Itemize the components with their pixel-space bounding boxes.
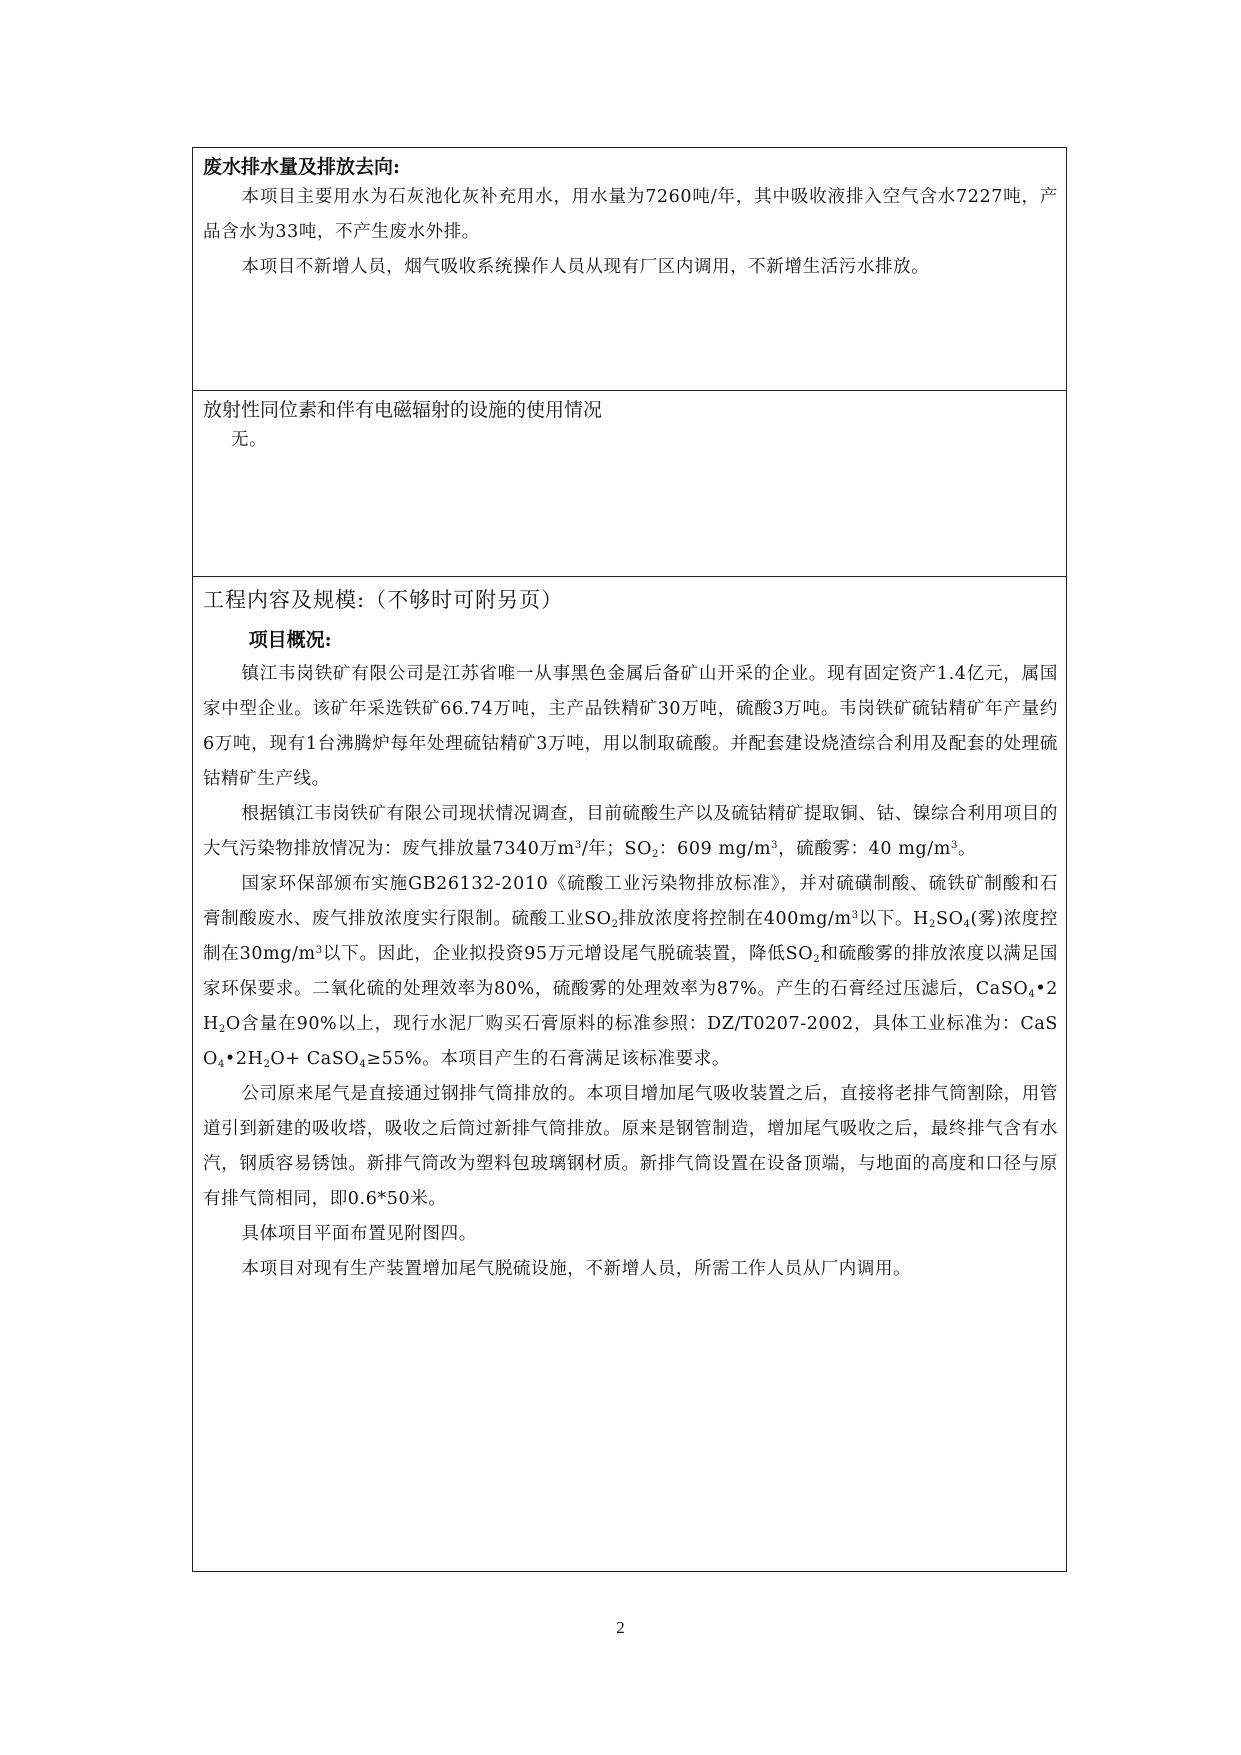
superscript: 3 <box>851 910 859 921</box>
page-number: 2 <box>616 1618 625 1637</box>
project-overview-subheading: 项目概况: <box>248 629 332 651</box>
text-run: •2H <box>203 979 1058 1034</box>
text-run: (雾)浓度控制在30mg/m <box>203 909 1058 964</box>
superscript: 3 <box>771 840 779 851</box>
text-run: 国家环保部颁布实施GB26132-2010《硫酸工业污染物排放标准》，并对硫磺制酸、硫铁矿制酸和石膏制酸废水、废气排放浓度实行限制。硫酸工业SO <box>203 874 1058 929</box>
project-section <box>193 577 1066 1571</box>
subscript: 2 <box>929 919 936 930</box>
text-run: •2H <box>224 1049 264 1069</box>
project-paragraph-5: 具体项目平面布置见附图四。 <box>241 1224 477 1244</box>
project-paragraph-6: 本项目对现有生产装置增加尾气脱硫设施，不新增人员，所需工作人员从厂内调用。 <box>241 1259 912 1279</box>
subscript: 4 <box>217 1059 225 1070</box>
project-paragraph-4: 公司原来尾气是直接通过钢排气筒排放的。本项目增加尾气吸收装置之后，直接将老排气筒割除，用管道引到新建的吸收塔，吸收之后筒过新排气筒排放。原来是钢管制造，增加尾气吸收之后，最终排气含有水汽，钢质容易锈蚀。新排气筒改为塑料包玻璃钢材质。新排气筒设置在设备顶端，与地面的高度和口径与原有排气筒相同，即0.6*50米。 <box>203 1084 1058 1209</box>
project-paragraph-3 <box>203 867 1058 1077</box>
radiation-content: 无。 <box>231 430 268 450</box>
report-table <box>192 147 1067 1572</box>
text-run: /年；SO <box>581 839 653 859</box>
text-run: SO <box>935 909 964 929</box>
subscript: 2 <box>652 849 660 860</box>
text-run: O+ CaSO <box>270 1049 360 1069</box>
subscript: 4 <box>963 919 971 930</box>
subscript: 2 <box>263 1059 271 1070</box>
text-run: 排放浓度将控制在400mg/m <box>618 909 852 929</box>
text-run: 和硫酸雾的排放浓度以满足国家环保要求。二氧化硫的处理效率为80%，硫酸雾的处理效率为87%。产生的石膏经过压滤后，CaSO <box>203 944 1058 999</box>
text-run: 以下。因此，企业拟投资95万元增设尾气脱硫装置，降低SO <box>322 944 814 964</box>
wastewater-paragraph-2: 本项目不新增人员，烟气吸收系统操作人员从现有厂区内调用，不新增生活污水排放。 <box>241 257 930 277</box>
project-heading: 工程内容及规模:（不够时可附另页） <box>203 588 564 612</box>
wastewater-paragraph-1: 本项目主要用水为石灰池化灰补充用水，用水量为7260吨/年，其中吸收液排入空气含水7227吨，产品含水为33吨，不产生废水外排。 <box>203 187 1058 242</box>
text-run: ≥55%。本项目产生的石膏满足该标准要求。 <box>366 1049 730 1069</box>
text-run: ：609 mg/m <box>659 839 772 859</box>
text-run: 根据镇江韦岗铁矿有限公司现状情况调查，目前硫酸生产以及硫钴精矿提取铜、钴、镍综合利用项目的大气污染物排放情况为：废气排放量7340万m <box>203 804 1058 859</box>
subscript: 2 <box>611 919 619 930</box>
subscript: 4 <box>1028 989 1036 1000</box>
project-paragraph-1: 镇江韦岗铁矿有限公司是江苏省唯一从事黑色金属后备矿山开采的企业。现有固定资产1.4亿元，属国家中型企业。该矿年采选铁矿66.74万吨，主产品铁精矿30万吨，硫酸3万吨。韦岗铁矿硫钴精矿年产量约6万吨，现有1台沸腾炉每年处理硫钴精矿3万吨，用以制取硫酸。并配套建设烧渣综合利用及配套的处理硫钴精矿生产线。 <box>203 664 1058 789</box>
wastewater-heading: 废水排水量及排放去向: <box>203 156 401 178</box>
project-paragraph-2 <box>203 797 1058 867</box>
text-run: O含量在90%以上，现行水泥厂购买石膏原料的标准参照：DZ/T0207-2002，具体工业标准为：CaSO <box>203 1014 1058 1069</box>
superscript: 3 <box>574 840 582 851</box>
text-run: 。 <box>957 839 977 859</box>
wastewater-section <box>193 148 1066 391</box>
radiation-heading: 放射性同位素和伴有电磁辐射的设施的使用情况 <box>203 399 603 421</box>
superscript: 3 <box>315 945 323 956</box>
superscript: 3 <box>950 840 958 851</box>
text-run: ，硫酸雾：40 mg/m <box>778 839 951 859</box>
text-run: 以下。H <box>858 909 930 929</box>
radiation-section <box>193 391 1066 577</box>
subscript: 2 <box>813 954 821 965</box>
subscript: 4 <box>359 1059 367 1070</box>
subscript: 2 <box>218 1024 226 1035</box>
